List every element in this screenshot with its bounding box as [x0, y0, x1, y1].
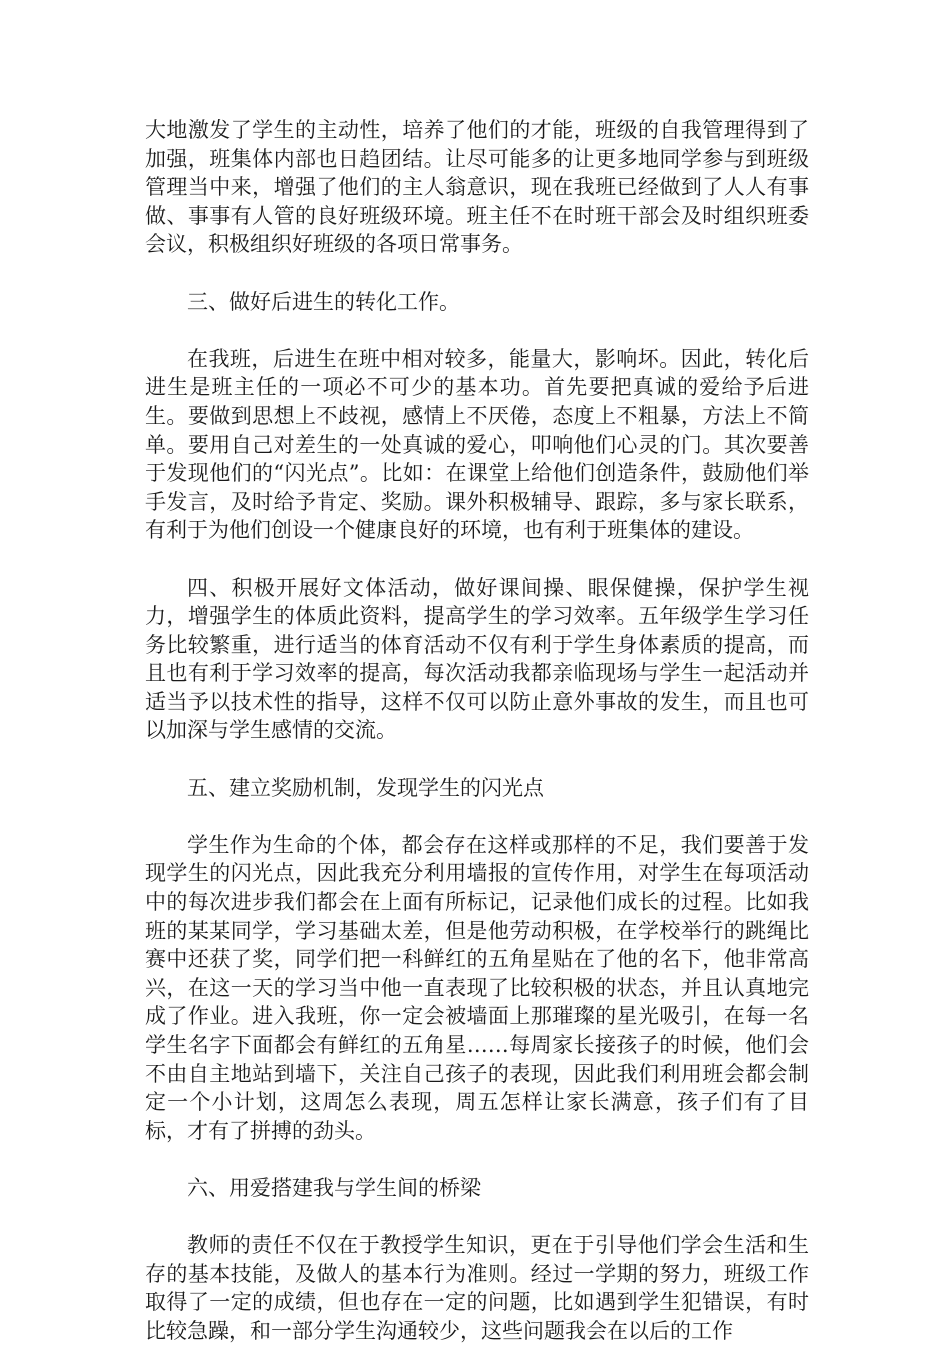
paragraph-continued: 大地激发了学生的主动性，培养了他们的才能，班级的自我管理得到了加强，班集体内部也日趋团结。让尽可能多的让更多地同学参与到班级管理当中来，增强了他们的主人翁意识，现在我班已经做到了人人有事做、事事有人管的良好班级环境。班主任不在时班干部会及时组织班委会议，积极组织好班级的各项日常事务。: [145, 118, 809, 257]
paragraph-section-6: 教师的责任不仅在于教授学生知识，更在于引导他们学会生活和生存的基本技能，及做人的基本行为准则。经过一学期的努力，班级工作取得了一定的成绩，但也存在一定的问题，比如遇到学生犯错误，有时比较急躁，和一部分学生沟通较少，这些问题我会在以后的工作: [145, 1233, 809, 1343]
document-page: [145, 116, 809, 1346]
section-heading-6: 六、用爱搭建我与学生间的桥梁: [187, 1175, 481, 1200]
paragraph-section-5: 学生作为生命的个体，都会存在这样或那样的不足，我们要善于发现学生的闪光点，因此我充分利用墙报的宣传作用，对学生在每项活动中的每次进步我们都会在上面有所标记，记录他们成长的过程。比如我班的某某同学，学习基础太差，但是他劳动积极，在学校举行的跳绳比赛中还获了奖，同学们把一科鲜红的五角星贴在了他的名下，他非常高兴，在这一天的学习当中他一直表现了比较积极的状态，并且认真地完成了作业。进入我班，你一定会被墙面上那璀璨的星光吸引，在每一名学生名字下面都会有鲜红的五角星……每周家长接孩子的时候，他们会不由自主地站到墙下，关注自己孩子的表现，因此我们利用班会都会制定一个小计划，这周怎么表现，周五怎样让家长满意，孩子们有了目标，才有了拼搏的劲头。: [145, 832, 809, 1143]
paragraph-section-4: 四、积极开展好文体活动，做好课间操、眼保健操，保护学生视力，增强学生的体质此资料，提高学生的学习效率。五年级学生学习任务比较繁重，进行适当的体育活动不仅有利于学生身体素质的提高，而且也有利于学习效率的提高，每次活动我都亲临现场与学生一起活动并适当予以技术性的指导，这样不仅可以防止意外事故的发生，而且也可以加深与学生感情的交流。: [145, 575, 809, 743]
section-heading-5: 五、建立奖励机制，发现学生的闪光点: [187, 775, 544, 800]
paragraph-section-3: 在我班，后进生在班中相对较多，能量大，影响坏。因此，转化后进生是班主任的一项必不可少的基本功。首先要把真诚的爱给予后进生。要做到思想上不歧视，感情上不厌倦，态度上不粗暴，方法上不简单。要用自己对差生的一处真诚的爱心，叩响他们心灵的门。其次要善于发现他们的“闪光点”。比如：在课堂上给他们创造条件，鼓励他们举手发言，及时给予肯定、奖励。课外积极辅导、跟踪，多与家长联系，有利于为他们创设一个健康良好的环境，也有利于班集体的建设。: [145, 346, 809, 543]
section-heading-3: 三、做好后进生的转化工作。: [187, 289, 460, 314]
